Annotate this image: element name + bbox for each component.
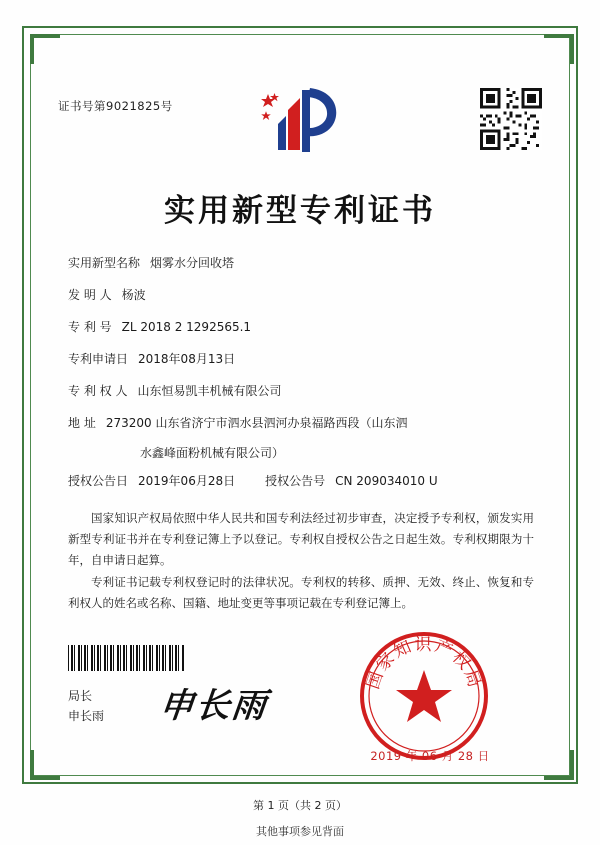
field-value: 山东恒易凯丰机械有限公司 [137, 384, 282, 398]
field-value: ZL 2018 2 1292565.1 [121, 320, 252, 334]
field-row-application-date [68, 344, 538, 374]
legal-paragraph-2: 专利证书记载专利权登记时的法律状况。专利权的转移、质押、无效、终止、恢复和专利权人的姓名或名称、国籍、地址变更等事项记载在专利登记簿上。 [68, 575, 534, 610]
field-label: 实用新型名称 [68, 256, 141, 270]
signature-title-line-1: 局长 [68, 689, 93, 703]
page-title: 实用新型专利证书 [164, 193, 436, 229]
corner-ornament-bottom-right [544, 750, 574, 780]
field-row-inventor [68, 280, 538, 310]
field-value-grant-date: 2019年06月28日 [138, 474, 236, 488]
signature-title-line-2: 申长雨 [68, 709, 105, 723]
corner-ornament-bottom-left [30, 750, 60, 780]
svg-text:国家知识产权局: 国家知识产权局 [363, 635, 485, 692]
field-label: 专 利 号 [68, 320, 112, 334]
handwritten-signature: 申长雨 [157, 686, 270, 726]
field-value: 杨波 [121, 288, 146, 302]
field-label-grant-date: 授权公告日 [68, 474, 129, 488]
field-value-grant-number: CN 209034010 U [335, 474, 438, 488]
corner-ornament-top-left [30, 34, 60, 64]
field-value: 烟雾水分回收塔 [150, 256, 235, 270]
cnipa-logo-icon [258, 84, 344, 158]
field-label: 专 利 权 人 [68, 384, 128, 398]
field-label: 专利申请日 [68, 352, 129, 366]
field-row-grant-announcement [68, 466, 538, 496]
page-footer: 第 1 页（共 2 页） [253, 799, 347, 812]
seal-date: 2019 年 06 月 28 日 [370, 749, 490, 763]
note-footer: 其他事项参见背面 [256, 825, 344, 838]
field-row-utility-model-name [68, 248, 538, 278]
legal-paragraph-1: 国家知识产权局依照中华人民共和国专利法经过初步审查，决定授予专利权，颁发实用新型专利证书并在专利登记簿上予以登记。专利权自授权公告之日起生效。专利权期限为十年，自申请日起算。 [68, 511, 534, 567]
field-row-patentee [68, 376, 538, 406]
field-row-patent-number [68, 312, 538, 342]
certificate-number: 证书号第9021825号 [58, 99, 173, 113]
field-address-continuation: 水鑫峰面粉机械有限公司） [140, 446, 285, 460]
field-label: 发 明 人 [68, 288, 112, 302]
official-seal [358, 630, 490, 762]
field-value: 2018年08月13日 [138, 352, 236, 366]
barcode-icon [68, 645, 184, 671]
qr-code-icon [480, 88, 542, 150]
field-label: 地 址 [68, 416, 96, 430]
field-value: 273200 山东省济宁市泗水县泗河办泉福路西段（山东泗 [105, 416, 408, 430]
field-label-grant-number: 授权公告号 [265, 474, 326, 488]
field-row-address [68, 408, 538, 438]
signature-title [68, 686, 104, 726]
corner-ornament-top-right [544, 34, 574, 64]
certificate-fields [68, 248, 538, 498]
